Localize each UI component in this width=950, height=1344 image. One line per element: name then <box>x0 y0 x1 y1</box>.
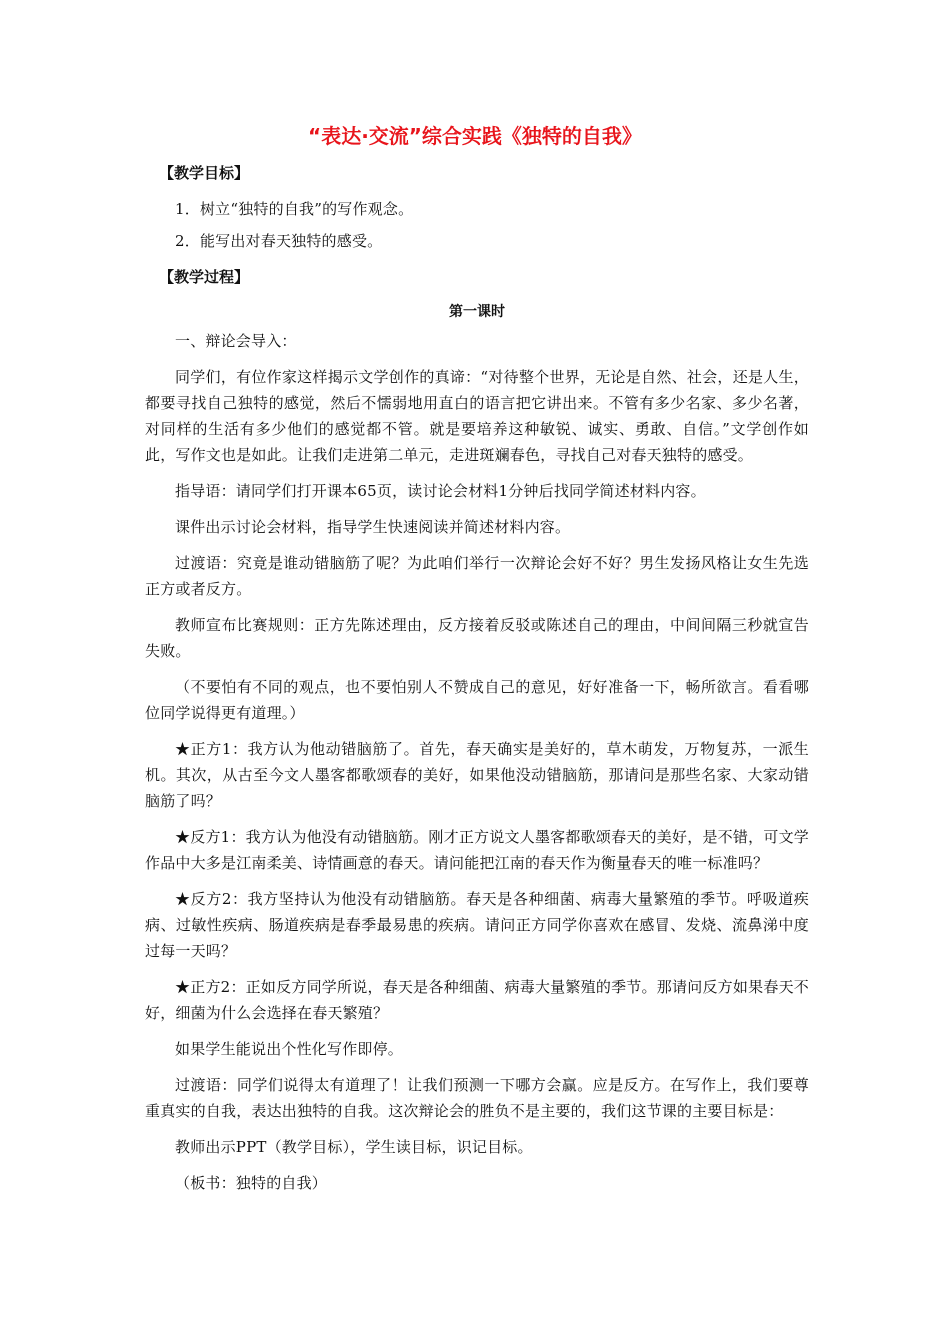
paragraph: 同学们，有位作家这样揭示文学创作的真谛：“对待整个世界，无论是自然、社会，还是人生，都要寻找自己独特的感觉，然后不懦弱地用直白的语言把它讲出来。不管有多少名家、多少名著，对同样的生活有多少他们的感觉都不管。就是要培养这种敏锐、诚实、勇敢、自信。”文学创作如此，写作文也是如此。让我们走进第二单元，走进斑斓春色，寻找自己对春天独特的感受。 <box>145 368 809 464</box>
debate-paragraph: ★正方1：我方认为他动错脑筋了。首先，春天确实是美好的，草木萌发，万物复苏，一派生机。其次，从古至今文人墨客都歌颂春的美好，如果他没动错脑筋，那请问是那些名家、大家动错脑筋了吗？ <box>145 740 809 810</box>
paragraph: 如果学生能说出个性化写作即停。 <box>175 1040 404 1058</box>
lesson-heading: 第一课时 <box>449 304 505 320</box>
section-heading-goals: 【教学目标】 <box>159 164 250 182</box>
paragraph: （不要怕有不同的观点，也不要怕别人不赞成自己的意见，好好准备一下，畅所欲言。看看哪位同学说得更有道理。） <box>145 678 809 722</box>
debate-paragraph: ★反方2：我方坚持认为他没有动错脑筋。春天是各种细菌、病毒大量繁殖的季节。呼吸道疾病、过敏性疾病、肠道疾病是春季最易患的疾病。请问正方同学你喜欢在感冒、发烧、流鼻涕中度过每一天吗？ <box>145 890 809 960</box>
paragraph: 课件出示讨论会材料，指导学生快速阅读并简述材料内容。 <box>175 518 571 536</box>
part-heading: 一、辩论会导入： <box>175 332 297 350</box>
paragraph: 教师宣布比赛规则：正方先陈述理由，反方接着反驳或陈述自己的理由，中间间隔三秒就宣告失败。 <box>145 616 809 660</box>
debate-paragraph: ★反方1：我方认为他没有动错脑筋。刚才正方说文人墨客都歌颂春天的美好，是不错，可文学作品中大多是江南柔美、诗情画意的春天。请问能把江南的春天作为衡量春天的唯一标准吗？ <box>145 828 809 872</box>
paragraph: 过渡语：究竟是谁动错脑筋了呢？为此咱们举行一次辩论会好不好？男生发扬风格让女生先选正方或者反方。 <box>145 554 809 598</box>
document-body <box>145 160 809 1206</box>
debate-paragraph: ★正方2：正如反方同学所说，春天是各种细菌、病毒大量繁殖的季节。那请问反方如果春天不好，细菌为什么会选择在春天繁殖？ <box>145 978 809 1022</box>
goal-item: 2．能写出对春天独特的感受。 <box>175 232 383 250</box>
paragraph: 过渡语：同学们说得太有道理了！让我们预测一下哪方会赢。应是反方。在写作上，我们要尊重真实的自我，表达出独特的自我。这次辩论会的胜负不是主要的，我们这节课的主要目标是： <box>145 1076 809 1120</box>
document-title: “表达·交流”综合实践《独特的自我》 <box>308 124 642 148</box>
paragraph: 指导语：请同学们打开课本65页，读讨论会材料1分钟后找同学简述材料内容。 <box>175 482 706 500</box>
blackboard-note: （板书：独特的自我） <box>175 1174 328 1192</box>
section-heading-process: 【教学过程】 <box>159 268 250 286</box>
paragraph: 教师出示PPT（教学目标），学生读目标，识记目标。 <box>175 1138 533 1156</box>
goal-item: 1．树立“独特的自我”的写作观念。 <box>175 200 414 218</box>
